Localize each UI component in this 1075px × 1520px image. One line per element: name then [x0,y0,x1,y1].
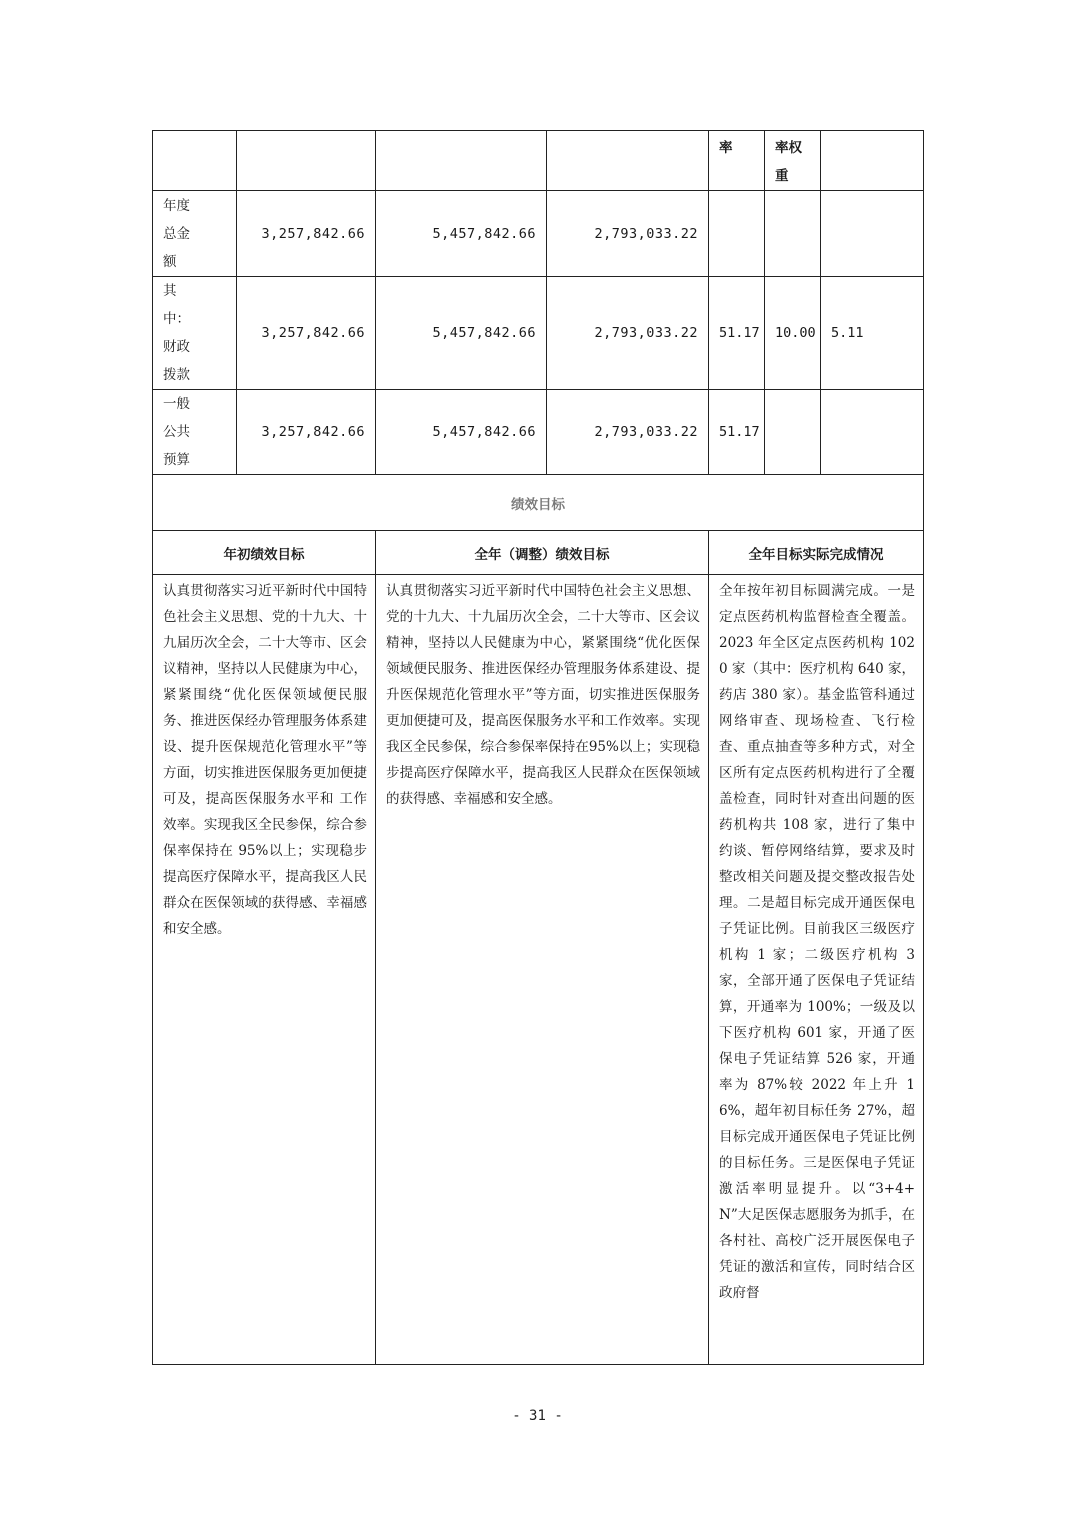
table-header-row [153,131,924,191]
section-header-row [153,475,924,531]
adjusted-budget: 5,457,842.66 [376,390,547,475]
executed-amount: 2,793,033.22 [547,191,709,277]
header-cell-rate-weight [765,131,821,191]
row-label-line: 公共 [163,424,190,440]
goals-body-row [153,575,924,1365]
header-cell-empty [821,131,924,191]
execution-rate [709,191,765,277]
table-row [153,191,924,277]
header-cell-empty [237,131,376,191]
execution-rate: 51.17 [709,277,765,390]
col-head-actual-completion: 全年目标实际完成情况 [709,531,924,575]
row-label-line: 一般 [163,396,190,412]
row-label-line: 财政 [163,339,190,355]
rate-weight [765,191,821,277]
header-cell-empty [153,131,237,191]
header-rate-weight-line2: 重 [775,168,789,184]
finance-performance-table [152,130,924,1365]
row-label [153,390,237,475]
rate-weight: 10.00 [765,277,821,390]
adjusted-budget: 5,457,842.66 [376,277,547,390]
adjusted-goal-text: 认真贯彻落实习近平新时代中国特色社会主义思想、党的十九大、十九届历次全会，二十大等市、区会议精神，坚持以人民健康为中心，紧紧围绕“优化医保领域便民服务、推进医保经办管理服务体系建设、提升医保规范化管理水平”等方面，切实推进医保服务更加便捷可及，提高医保服务水平和工作效率。实现我区全民参保，综合参保率保持在95%以上；实现稳步提高医疗保障水平，提高我区人民群众在医保领域的获得感、幸福感和安全感。 [376,575,709,1365]
row-label [153,277,237,390]
col-head-initial-goal: 年初绩效目标 [153,531,376,575]
page-number: - 31 - [512,1408,563,1424]
row-label-line: 年度 [163,197,190,214]
row-label-line: 额 [163,253,177,270]
score: 5.11 [821,277,924,390]
initial-goal-text: 认真贯彻落实习近平新时代中国特色社会主义思想、党的十九大、十九届历次全会，二十大等市、区会议精神，坚持以人民健康为中心，紧紧围绕“优化医保领域便民服务、推进医保经办管理服务体系建设、提升医保规范化管理水平”等方面，切实推进医保服务更加便捷可及，提高医保服务水平和 工作效率。实现我区全民参保，综合参保率保持在 95%以上；实现稳步提高医疗保障水平，提高我区人民群众在医保领域的获得感、幸福感和安全感。 [153,575,376,1365]
col-head-adjusted-goal: 全年（调整）绩效目标 [376,531,709,575]
table-row [153,277,924,390]
header-cell-empty [547,131,709,191]
initial-budget: 3,257,842.66 [237,390,376,475]
executed-amount: 2,793,033.22 [547,390,709,475]
row-label-line: 总金 [163,225,190,242]
section-title-performance-goals: 绩效目标 [153,475,924,531]
rate-weight [765,390,821,475]
row-label-line: 拨款 [163,367,190,383]
table-row [153,390,924,475]
header-rate-weight-line1: 率权 [775,140,802,156]
adjusted-budget: 5,457,842.66 [376,191,547,277]
row-label-line: 中： [163,311,190,327]
header-cell-rate: 率 [709,131,765,191]
header-cell-empty [376,131,547,191]
score [821,390,924,475]
initial-budget: 3,257,842.66 [237,191,376,277]
goals-header-row [153,531,924,575]
row-label-line: 其 [163,283,177,299]
score [821,191,924,277]
initial-budget: 3,257,842.66 [237,277,376,390]
executed-amount: 2,793,033.22 [547,277,709,390]
execution-rate: 51.17 [709,390,765,475]
row-label-line: 预算 [163,452,190,468]
row-label [153,191,237,277]
actual-completion-text: 全年按年初目标圆满完成。一是定点医药机构监督检查全覆盖。2023 年全区定点医药机构 1020 家（其中：医疗机构 640 家，药店 380 家）。基金监管科通过网络审查、现场检查、飞行检查、重点抽查等多种方式，对全区所有定点医药机构进行了全覆盖检查，同时针对查出问题的医药机构共 108 家，进行了集中约谈、暂停网络结算，要求及时整改相关问题及提交整改报告处理。二是超目标完成开通医保电子凭证比例。目前我区三级医疗机构 1 家；二级医疗机构 3 家，全部开通了医保电子凭证结算，开通率为 100%；一级及以下医疗机构 601 家，开通了医保电子凭证结算 526 家，开通率为 87%较 2022 年上升 16%，超年初目标任务 27%，超目标完成开通医保电子凭证比例的目标任务。三是医保电子凭证激活率明显提升。以“3+4+N”大足医保志愿服务为抓手，在各村社、高校广泛开展医保电子凭证的激活和宣传，同时结合区政府督 [709,575,924,1365]
